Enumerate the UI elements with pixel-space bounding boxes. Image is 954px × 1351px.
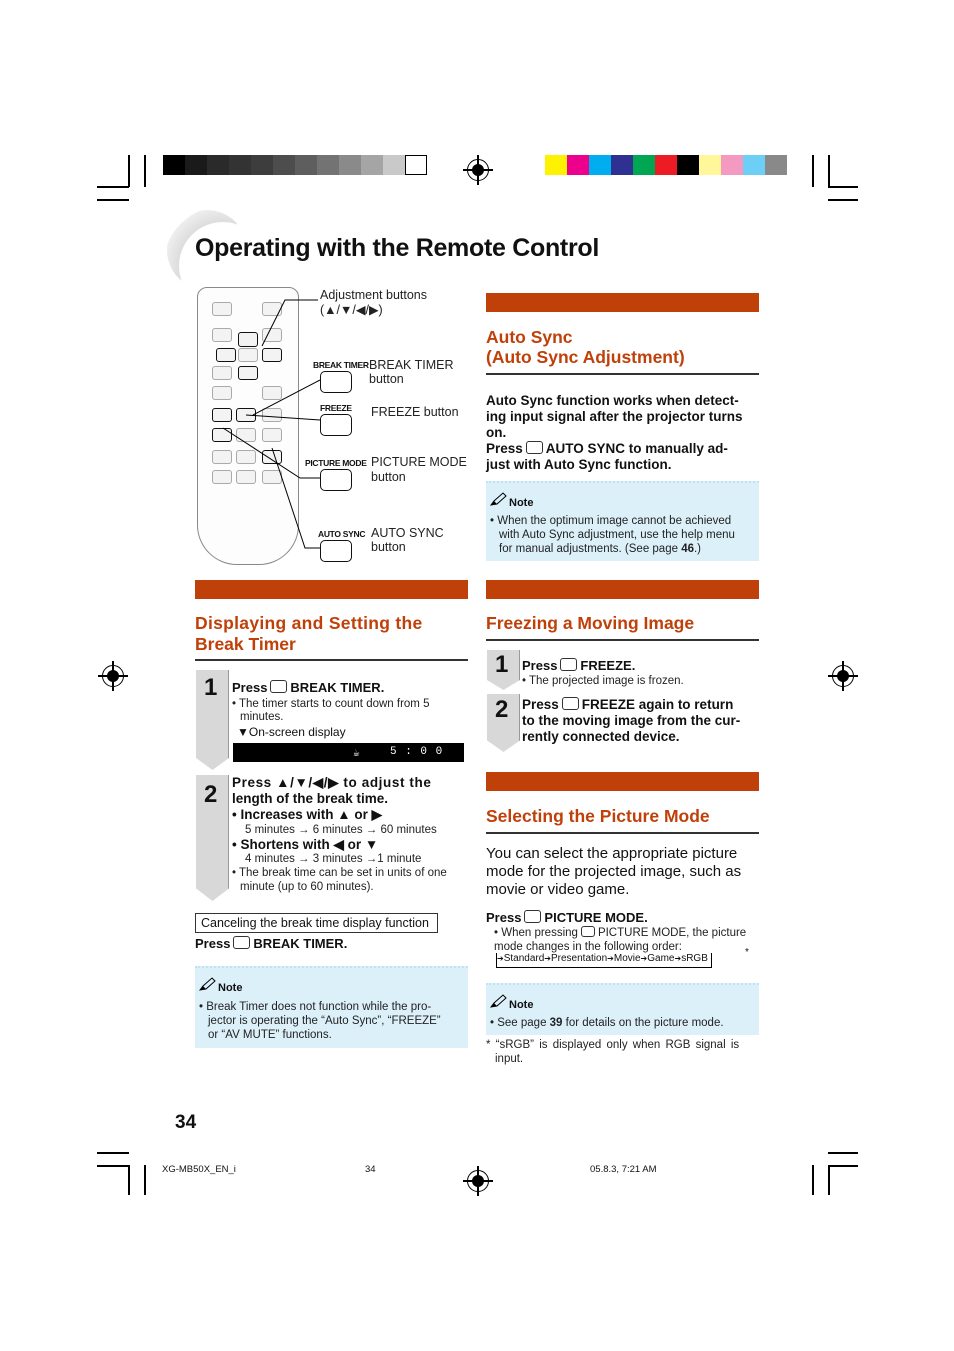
section-bar [486,772,759,791]
picture-mode-button-label-2: button [371,470,406,484]
unit-note: • The break time can be set in units of one [232,867,447,879]
break-timer-heading: Displaying and Setting the [195,613,423,633]
press-text: Press [486,441,523,456]
freeze-inline-icon [562,697,579,710]
pencil-icon [199,977,217,991]
picture-mode-button-label: PICTURE MODE [371,455,467,469]
auto-sync-heading: Auto Sync [486,327,573,347]
press-text: Press [486,910,522,925]
picture-mode-note [486,983,759,1035]
note-text [499,542,701,556]
freeze-step1-note: • The projected image is frozen. [522,675,684,687]
note-page-ref: 46 [681,543,694,555]
crop-mark [828,1165,830,1195]
unit-note: minute (up to 60 minutes). [240,881,374,893]
step2-instruction: length of the break time. [232,791,389,806]
note-label: Note [509,999,534,1011]
sequence-item: Game [647,953,675,964]
note-label: Note [509,497,534,509]
page-number: 34 [175,1112,197,1133]
crop-mark [97,1165,129,1167]
note-text: • When the optimum image cannot be achieved [490,515,732,527]
on-screen-display [233,743,464,762]
decrease-detail: 4 minutes → 3 minutes →1 minute [245,853,422,865]
section-rule [486,639,759,641]
auto-sync-press-line [486,441,728,457]
press-target: BREAK TIMER. [290,680,385,695]
footer-timestamp: 05.8.3, 7:21 AM [590,1164,657,1175]
press-target: FREEZE. [580,658,636,673]
freeze-heading: Freezing a Moving Image [486,613,695,633]
registration-mark-icon [832,665,854,687]
freeze-button-icon [320,414,352,436]
registration-mark-icon [467,1170,489,1192]
break-timer-inline-icon [270,680,287,693]
freeze-button-label: FREEZE button [371,405,459,419]
picture-mode-button-icon [320,469,352,491]
step1-note: minutes. [240,711,284,723]
auto-sync-note [486,481,759,561]
picture-mode-body: movie or video game. [486,881,630,898]
freeze-step2: to the moving image from the cur- [522,713,741,728]
press-text: Press [232,680,268,695]
crop-mark [812,1165,814,1195]
section-rule [486,373,759,375]
increase-label: • Increases with ▲ or ▶ [232,807,383,822]
break-timer-button-icon [320,371,352,393]
auto-sync-body: on. [486,425,507,440]
note-text [490,1016,724,1030]
page-title: Operating with the Remote Control [195,234,599,262]
note-page-ref: 39 [549,1017,563,1029]
note-text-part: .) [693,543,702,555]
picture-mode-inline-icon [524,910,541,923]
note-text: with Auto Sync adjustment, use the help menu [499,529,735,541]
decrease-label: • Shortens with ◀ or ▼ [232,837,379,852]
crop-mark [97,1152,129,1154]
picture-mode-inline-icon [581,926,595,937]
osd-label: ▼On-screen display [237,725,346,739]
step1-note: • The timer starts to count down from 5 [232,698,430,710]
note-text: • Break Timer does not function while the pro- [199,1001,432,1013]
footer-page: 34 [365,1164,376,1175]
auto-sync-body: ing input signal after the projector turns [486,409,743,424]
auto-sync-callout: AUTO SYNC [318,529,366,539]
sequence-item: Standard [503,953,545,964]
adjustment-buttons-label: Adjustment buttons [320,288,428,302]
auto-sync-body: just with Auto Sync function. [486,457,672,472]
auto-sync-body: Auto Sync function works when detect- [486,393,739,408]
srgb-asterisk: * [745,947,749,958]
break-timer-note [195,966,468,1048]
cancel-box: Canceling the break time display function [195,913,438,933]
auto-sync-heading-2: (Auto Sync Adjustment) [486,347,685,367]
coffee-cup-icon: ☕ [353,748,360,760]
auto-sync-button-icon [320,540,352,562]
sequence-item: sRGB [681,953,708,964]
press-text: Press [522,697,559,712]
pencil-icon [490,994,508,1008]
break-timer-button-label: BREAK TIMER [369,358,454,372]
break-timer-inline-icon [233,936,250,949]
picture-mode-callout: PICTURE MODE [305,458,367,468]
step2-instruction: Press ▲/▼/◀/▶ to adjust the [232,775,432,790]
press-text: Press [522,658,558,673]
note-label: Note [218,982,243,994]
note-text-part: • See page [490,1017,550,1029]
auto-sync-button-label: AUTO SYNC [371,526,444,540]
break-timer-heading-2: Break Timer [195,634,296,654]
footer-filename: XG-MB50X_EN_i [162,1164,236,1175]
adjustment-buttons-symbols: (▲/▼/◀/▶) [320,303,383,317]
press-target: BREAK TIMER. [253,936,348,951]
break-timer-callout: BREAK TIMER [313,360,369,370]
press-target: AUTO SYNC to manually ad- [545,441,728,456]
picture-mode-body: mode for the projected image, such as [486,863,742,880]
step1-instruction [232,680,384,696]
picture-mode-press [486,910,648,926]
press-target: PICTURE MODE. [544,910,648,925]
section-rule [486,832,759,834]
picture-mode-detail: mode changes in the following order: [494,941,682,953]
section-bar [486,580,759,599]
crop-mark [144,1165,146,1195]
picture-mode-detail [494,926,746,940]
crop-mark [828,1152,858,1154]
picture-mode-body: You can select the appropriate picture [486,845,738,862]
section-bar [486,293,759,312]
press-text: Press [195,936,231,951]
note-text: or “AV MUTE” functions. [208,1029,332,1041]
step-number: 2 [204,781,218,808]
freeze-step2: rently connected device. [522,729,680,744]
press-target: FREEZE again to return [581,697,734,712]
note-text: jector is operating the “Auto Sync”, “FREEZE” [208,1015,441,1027]
note-text-part: for details on the picture mode. [562,1017,724,1029]
crop-mark [128,1165,130,1195]
sequence-arrow-icon: ➔ [640,954,648,963]
sequence-arrow-icon: ➔ [544,954,551,963]
pencil-icon [490,492,508,506]
freeze-step1 [522,658,635,674]
auto-sync-inline-icon [526,441,543,454]
srgb-footnote: input. [495,1053,524,1065]
step-number: 1 [495,651,509,678]
crop-mark [828,1165,858,1167]
freeze-callout: FREEZE [320,403,352,413]
sequence-arrow-icon: ➔ [497,954,504,963]
freeze-inline-icon [560,658,577,671]
sequence-item: Movie [613,953,641,964]
detail-text: • When pressing [494,927,578,939]
registration-mark-icon [102,665,124,687]
note-text-part: for manual adjustments. (See page [499,543,682,555]
sequence-item: Presentation [551,953,608,964]
osd-timer-value: 5 : 0 0 [390,746,444,758]
srgb-footnote: * “sRGB” is displayed only when RGB signal is [486,1039,740,1051]
callout-lines [0,0,954,600]
break-timer-button-label-2: button [369,372,404,386]
cancel-instruction [195,936,347,952]
detail-text: PICTURE MODE, the picture [597,927,747,939]
section-rule [195,659,468,661]
auto-sync-button-label-2: button [371,540,406,554]
mode-sequence [496,953,712,968]
picture-mode-heading: Selecting the Picture Mode [486,806,710,826]
sequence-arrow-icon: ➔ [674,954,682,963]
increase-detail: 5 minutes → 6 minutes → 60 minutes [245,824,437,836]
step-number: 1 [204,674,218,701]
freeze-step2 [522,697,733,713]
step-number: 2 [495,696,509,723]
sequence-arrow-icon: ➔ [607,954,614,963]
section-bar [195,580,468,599]
